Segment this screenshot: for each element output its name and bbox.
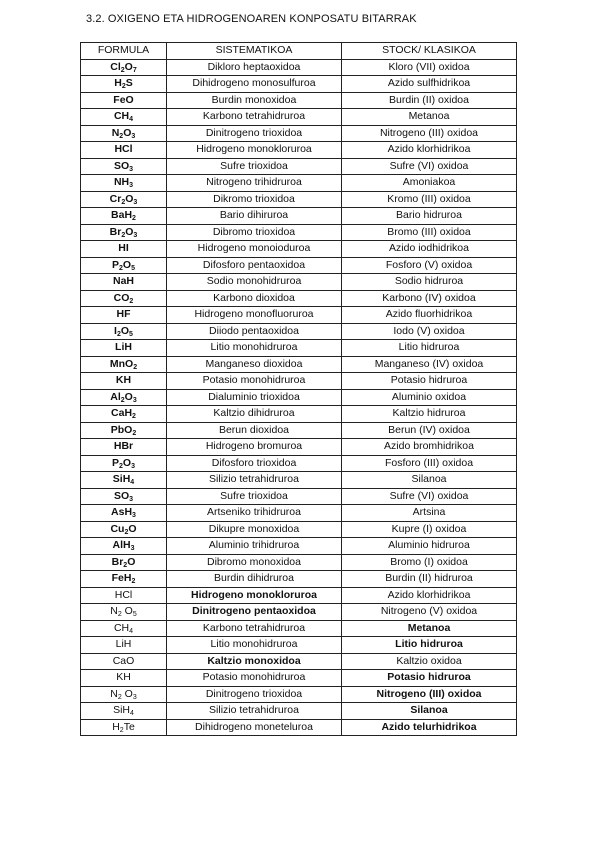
formula-cell bbox=[81, 142, 167, 159]
table-row bbox=[81, 604, 517, 621]
formula-cell bbox=[81, 175, 167, 192]
formula-cell bbox=[81, 439, 167, 456]
formula-symbol: CH bbox=[113, 110, 130, 123]
formula-symbol: O bbox=[128, 522, 137, 535]
formula-symbol: Br bbox=[109, 225, 122, 238]
stock-name-cell: Azido iodhidrikoa bbox=[342, 241, 517, 258]
formula-cell bbox=[81, 92, 167, 109]
systematic-name-cell: Silizio tetrahidruroa bbox=[167, 703, 342, 720]
table-row bbox=[81, 587, 517, 604]
stock-name-cell: Kaltzio hidruroa bbox=[342, 406, 517, 423]
formula-subscript: 3 bbox=[132, 693, 137, 701]
table-row bbox=[81, 257, 517, 274]
formula-subscript: 3 bbox=[129, 495, 134, 503]
formula-symbol: Al bbox=[110, 390, 121, 403]
table-row bbox=[81, 472, 517, 489]
formula-subscript: 5 bbox=[132, 611, 137, 619]
stock-name-cell: Potasio hidruroa bbox=[342, 670, 517, 687]
stock-name-cell: Bromo (III) oxidoa bbox=[342, 224, 517, 241]
formula-subscript: 2 bbox=[119, 462, 123, 470]
systematic-name-cell: Potasio monohidruroa bbox=[167, 670, 342, 687]
formula-subscript: 2 bbox=[132, 215, 136, 223]
formula-symbol: NaH bbox=[112, 275, 134, 288]
formula-subscript: 2 bbox=[133, 363, 138, 371]
formula-symbol: CaO bbox=[112, 654, 135, 667]
formula-symbol: H bbox=[112, 720, 120, 733]
formula-cell bbox=[81, 257, 167, 274]
systematic-name-cell: Sufre trioxidoa bbox=[167, 158, 342, 175]
stock-name-cell: Litio hidruroa bbox=[342, 340, 517, 357]
formula-cell bbox=[81, 472, 167, 489]
formula-symbol: O bbox=[123, 126, 132, 139]
systematic-name-cell: Karbono tetrahidruroa bbox=[167, 620, 342, 637]
systematic-name-cell: Dihidrogeno monosulfuroa bbox=[167, 76, 342, 93]
formula-subscript: 3 bbox=[130, 545, 135, 553]
stock-name-cell: Litio hidruroa bbox=[342, 637, 517, 654]
table-row bbox=[81, 76, 517, 93]
formula-cell bbox=[81, 59, 167, 76]
formula-cell bbox=[81, 274, 167, 291]
formula-symbol: O bbox=[121, 687, 133, 700]
systematic-name-cell: Dihidrogeno moneteluroa bbox=[167, 719, 342, 736]
formula-symbol: AsH bbox=[111, 506, 133, 519]
stock-name-cell: Fosforo (V) oxidoa bbox=[342, 257, 517, 274]
systematic-name-cell: Sodio monohidruroa bbox=[167, 274, 342, 291]
systematic-name-cell: Dinitrogeno pentaoxidoa bbox=[167, 604, 342, 621]
stock-name-cell: Nitrogeno (III) oxidoa bbox=[342, 125, 517, 142]
formula-cell bbox=[81, 488, 167, 505]
systematic-name-cell: Litio monohidruroa bbox=[167, 340, 342, 357]
table-row bbox=[81, 406, 517, 423]
table-row bbox=[81, 158, 517, 175]
table-row bbox=[81, 175, 517, 192]
formula-symbol: S bbox=[125, 77, 133, 90]
table-row bbox=[81, 224, 517, 241]
formula-subscript: 4 bbox=[130, 479, 135, 487]
table-row bbox=[81, 488, 517, 505]
formula-symbol: CO bbox=[113, 291, 130, 304]
stock-name-cell: Azido bromhidrikoa bbox=[342, 439, 517, 456]
formula-subscript: 2 bbox=[117, 693, 122, 701]
formula-symbol: SiH bbox=[112, 473, 131, 486]
formula-subscript: 2 bbox=[117, 611, 122, 619]
formula-cell bbox=[81, 637, 167, 654]
formula-subscript: 2 bbox=[121, 231, 126, 239]
stock-name-cell: Aluminio hidruroa bbox=[342, 538, 517, 555]
systematic-name-cell: Sufre trioxidoa bbox=[167, 488, 342, 505]
formula-symbol: O bbox=[125, 192, 134, 205]
formula-cell bbox=[81, 340, 167, 357]
formula-symbol: KH bbox=[115, 374, 132, 387]
table-row bbox=[81, 92, 517, 109]
formula-cell bbox=[81, 356, 167, 373]
systematic-name-cell: Dikloro heptaoxidoa bbox=[167, 59, 342, 76]
formula-symbol: NH bbox=[113, 176, 130, 189]
systematic-name-cell: Artseniko trihidruroa bbox=[167, 505, 342, 522]
table-row bbox=[81, 422, 517, 439]
table-row bbox=[81, 389, 517, 406]
systematic-name-cell: Dinitrogeno trioxidoa bbox=[167, 686, 342, 703]
table-row bbox=[81, 686, 517, 703]
table-row bbox=[81, 290, 517, 307]
systematic-name-cell: Hidrogeno monofluoruroa bbox=[167, 307, 342, 324]
formula-symbol: HBr bbox=[113, 440, 134, 453]
stock-name-cell: Amoniakoa bbox=[342, 175, 517, 192]
systematic-name-cell: Dialuminio trioxidoa bbox=[167, 389, 342, 406]
formula-symbol: SiH bbox=[113, 704, 130, 717]
formula-cell bbox=[81, 406, 167, 423]
table-body bbox=[81, 59, 517, 736]
systematic-name-cell: Dikromo trioxidoa bbox=[167, 191, 342, 208]
formula-subscript: 5 bbox=[129, 330, 133, 338]
formula-symbol: P bbox=[112, 456, 120, 469]
formula-subscript: 5 bbox=[131, 264, 135, 272]
formula-cell bbox=[81, 620, 167, 637]
table-row bbox=[81, 191, 517, 208]
formula-cell bbox=[81, 191, 167, 208]
systematic-name-cell: Bario dihiruroa bbox=[167, 208, 342, 225]
stock-name-cell: Kaltzio oxidoa bbox=[342, 653, 517, 670]
stock-name-cell: Azido telurhidrikoa bbox=[342, 719, 517, 736]
table-row bbox=[81, 505, 517, 522]
stock-name-cell: Kupre (I) oxidoa bbox=[342, 521, 517, 538]
formula-symbol: SO bbox=[113, 489, 130, 502]
table-row bbox=[81, 703, 517, 720]
formula-symbol: H bbox=[114, 77, 122, 90]
stock-name-cell: Azido sulfhidrikoa bbox=[342, 76, 517, 93]
formula-subscript: 2 bbox=[129, 297, 134, 305]
formula-cell bbox=[81, 653, 167, 670]
table-row bbox=[81, 109, 517, 126]
formula-subscript: 3 bbox=[129, 182, 134, 190]
stock-name-cell: Sufre (VI) oxidoa bbox=[342, 158, 517, 175]
stock-name-cell: Kloro (VII) oxidoa bbox=[342, 59, 517, 76]
formula-subscript: 4 bbox=[130, 710, 134, 718]
table-row bbox=[81, 142, 517, 159]
formula-subscript: 3 bbox=[131, 462, 135, 470]
formula-symbol: O bbox=[121, 605, 133, 618]
formula-symbol: FeO bbox=[113, 93, 134, 106]
table-row bbox=[81, 208, 517, 225]
table-row bbox=[81, 521, 517, 538]
formula-symbol: Cr bbox=[109, 192, 122, 205]
systematic-name-cell: Difosforo trioxidoa bbox=[167, 455, 342, 472]
stock-name-cell: Kromo (III) oxidoa bbox=[342, 191, 517, 208]
formula-symbol: O bbox=[124, 60, 133, 73]
systematic-name-cell: Berun dioxidoa bbox=[167, 422, 342, 439]
systematic-name-cell: Dikupre monoxidoa bbox=[167, 521, 342, 538]
table-row bbox=[81, 571, 517, 588]
header-formula: FORMULA bbox=[81, 43, 167, 60]
formula-symbol: O bbox=[122, 258, 132, 271]
formula-symbol: FeH bbox=[111, 572, 132, 585]
table-row bbox=[81, 59, 517, 76]
formula-cell bbox=[81, 373, 167, 390]
table-row bbox=[81, 125, 517, 142]
systematic-name-cell: Manganeso dioxidoa bbox=[167, 356, 342, 373]
header-stock-klasikoa: STOCK/ KLASIKOA bbox=[342, 43, 517, 60]
table-row bbox=[81, 670, 517, 687]
formula-subscript: 2 bbox=[119, 132, 124, 140]
formula-symbol: Cl bbox=[110, 60, 121, 73]
table-row bbox=[81, 538, 517, 555]
formula-symbol: O bbox=[124, 390, 133, 403]
systematic-name-cell: Hidrogeno monoioduroa bbox=[167, 241, 342, 258]
formula-subscript: 3 bbox=[131, 132, 136, 140]
formula-subscript: 3 bbox=[133, 198, 138, 206]
formula-symbol: HCl bbox=[114, 143, 133, 156]
formula-symbol: BaH bbox=[111, 209, 133, 222]
formula-symbol: HI bbox=[118, 242, 129, 255]
formula-subscript: 7 bbox=[132, 66, 137, 74]
formula-symbol: CH bbox=[113, 621, 130, 634]
systematic-name-cell: Hidrogeno monokloruroa bbox=[167, 142, 342, 159]
formula-symbol: AlH bbox=[112, 539, 131, 552]
formula-cell bbox=[81, 455, 167, 472]
formula-symbol: N bbox=[110, 687, 118, 700]
formula-cell bbox=[81, 670, 167, 687]
formula-subscript: 2 bbox=[120, 396, 125, 404]
stock-name-cell: Bromo (I) oxidoa bbox=[342, 554, 517, 571]
formula-cell bbox=[81, 571, 167, 588]
formula-subscript: 2 bbox=[123, 561, 128, 569]
systematic-name-cell: Litio monohidruroa bbox=[167, 637, 342, 654]
table-header-row bbox=[81, 43, 517, 60]
formula-symbol: HCl bbox=[114, 588, 133, 601]
formula-symbol: N bbox=[110, 605, 118, 618]
stock-name-cell: Potasio hidruroa bbox=[342, 373, 517, 390]
stock-name-cell: Manganeso (IV) oxidoa bbox=[342, 356, 517, 373]
formula-subscript: 2 bbox=[124, 528, 129, 536]
systematic-name-cell: Nitrogeno trihidruroa bbox=[167, 175, 342, 192]
formula-subscript: 2 bbox=[116, 330, 121, 338]
stock-name-cell: Sufre (VI) oxidoa bbox=[342, 488, 517, 505]
formula-symbol: O bbox=[122, 456, 132, 469]
formula-symbol: SO bbox=[113, 159, 130, 172]
stock-name-cell: Burdin (II) hidruroa bbox=[342, 571, 517, 588]
stock-name-cell: Silanoa bbox=[342, 472, 517, 489]
systematic-name-cell: Difosforo pentaoxidoa bbox=[167, 257, 342, 274]
formula-cell bbox=[81, 604, 167, 621]
formula-cell bbox=[81, 224, 167, 241]
stock-name-cell: Silanoa bbox=[342, 703, 517, 720]
stock-name-cell: Iodo (V) oxidoa bbox=[342, 323, 517, 340]
systematic-name-cell: Burdin dihidruroa bbox=[167, 571, 342, 588]
formula-cell bbox=[81, 125, 167, 142]
stock-name-cell: Nitrogeno (III) oxidoa bbox=[342, 686, 517, 703]
formula-symbol: Br bbox=[111, 555, 124, 568]
table-row bbox=[81, 323, 517, 340]
formula-cell bbox=[81, 703, 167, 720]
stock-name-cell: Burdin (II) oxidoa bbox=[342, 92, 517, 109]
formula-subscript: 2 bbox=[119, 264, 123, 272]
systematic-name-cell: Diiodo pentaoxidoa bbox=[167, 323, 342, 340]
formula-symbol: KH bbox=[116, 671, 131, 684]
formula-cell bbox=[81, 109, 167, 126]
stock-name-cell: Karbono (IV) oxidoa bbox=[342, 290, 517, 307]
formula-subscript: 2 bbox=[121, 198, 126, 206]
formula-subscript: 3 bbox=[132, 512, 136, 520]
formula-cell bbox=[81, 323, 167, 340]
formula-symbol: CaH bbox=[111, 407, 133, 420]
formula-subscript: 3 bbox=[133, 231, 138, 239]
stock-name-cell: Nitrogeno (V) oxidoa bbox=[342, 604, 517, 621]
table-row bbox=[81, 241, 517, 258]
formula-subscript: 4 bbox=[129, 627, 134, 635]
table-row bbox=[81, 307, 517, 324]
stock-name-cell: Metanoa bbox=[342, 620, 517, 637]
formula-symbol: PbO bbox=[110, 423, 133, 436]
formula-cell bbox=[81, 307, 167, 324]
formula-subscript: 2 bbox=[132, 413, 136, 421]
formula-symbol: O bbox=[127, 555, 136, 568]
formula-cell bbox=[81, 719, 167, 736]
systematic-name-cell: Hidrogeno monokloruroa bbox=[167, 587, 342, 604]
formula-cell bbox=[81, 422, 167, 439]
formula-subscript: 2 bbox=[131, 578, 136, 586]
formula-subscript: 2 bbox=[121, 83, 126, 91]
table-row bbox=[81, 620, 517, 637]
systematic-name-cell: Kaltzio dihidruroa bbox=[167, 406, 342, 423]
formula-symbol: O bbox=[120, 324, 130, 337]
systematic-name-cell: Hidrogeno bromuroa bbox=[167, 439, 342, 456]
stock-name-cell: Aluminio oxidoa bbox=[342, 389, 517, 406]
formula-symbol: LiH bbox=[115, 638, 132, 651]
formula-symbol: Cu bbox=[110, 522, 125, 535]
systematic-name-cell: Kaltzio monoxidoa bbox=[167, 653, 342, 670]
systematic-name-cell: Silizio tetrahidruroa bbox=[167, 472, 342, 489]
formula-symbol: HF bbox=[116, 308, 131, 321]
formula-cell bbox=[81, 505, 167, 522]
table-row bbox=[81, 340, 517, 357]
stock-name-cell: Azido fluorhidrikoa bbox=[342, 307, 517, 324]
stock-name-cell: Metanoa bbox=[342, 109, 517, 126]
stock-name-cell: Fosforo (III) oxidoa bbox=[342, 455, 517, 472]
formula-cell bbox=[81, 587, 167, 604]
formula-symbol: N bbox=[111, 126, 120, 139]
formula-symbol: MnO bbox=[109, 357, 134, 370]
formula-symbol: Te bbox=[123, 720, 135, 733]
formula-subscript: 2 bbox=[119, 726, 124, 734]
systematic-name-cell: Aluminio trihidruroa bbox=[167, 538, 342, 555]
formula-cell bbox=[81, 158, 167, 175]
formula-cell bbox=[81, 208, 167, 225]
systematic-name-cell: Karbono tetrahidruroa bbox=[167, 109, 342, 126]
table-row bbox=[81, 637, 517, 654]
stock-name-cell: Azido klorhidrikoa bbox=[342, 142, 517, 159]
systematic-name-cell: Karbono dioxidoa bbox=[167, 290, 342, 307]
formula-subscript: 3 bbox=[132, 396, 137, 404]
table-row bbox=[81, 554, 517, 571]
formula-subscript: 4 bbox=[129, 116, 134, 124]
table-row bbox=[81, 653, 517, 670]
table-row bbox=[81, 274, 517, 291]
stock-name-cell: Bario hidruroa bbox=[342, 208, 517, 225]
formula-cell bbox=[81, 538, 167, 555]
formula-symbol: I bbox=[114, 324, 117, 337]
formula-symbol: P bbox=[112, 258, 120, 271]
systematic-name-cell: Potasio monohidruroa bbox=[167, 373, 342, 390]
systematic-name-cell: Dibromo monoxidoa bbox=[167, 554, 342, 571]
systematic-name-cell: Burdin monoxidoa bbox=[167, 92, 342, 109]
table-row bbox=[81, 439, 517, 456]
document-title: 3.2. OXIGENO ETA HIDROGENOAREN KONPOSATU BITARRAK bbox=[86, 13, 417, 25]
formula-subscript: 3 bbox=[129, 165, 134, 173]
table-row bbox=[81, 719, 517, 736]
formula-symbol: O bbox=[125, 225, 134, 238]
stock-name-cell: Azido klorhidrikoa bbox=[342, 587, 517, 604]
formula-cell bbox=[81, 521, 167, 538]
table-row bbox=[81, 455, 517, 472]
formula-subscript: 2 bbox=[120, 66, 125, 74]
systematic-name-cell: Dinitrogeno trioxidoa bbox=[167, 125, 342, 142]
formula-symbol: LiH bbox=[115, 341, 132, 354]
formula-cell bbox=[81, 76, 167, 93]
formula-subscript: 2 bbox=[132, 429, 137, 437]
formula-cell bbox=[81, 241, 167, 258]
formula-cell bbox=[81, 389, 167, 406]
compounds-table bbox=[80, 42, 517, 736]
header-sistematikoa: SISTEMATIKOA bbox=[167, 43, 342, 60]
stock-name-cell: Berun (IV) oxidoa bbox=[342, 422, 517, 439]
formula-cell bbox=[81, 554, 167, 571]
formula-cell bbox=[81, 290, 167, 307]
table-row bbox=[81, 373, 517, 390]
stock-name-cell: Sodio hidruroa bbox=[342, 274, 517, 291]
systematic-name-cell: Dibromo trioxidoa bbox=[167, 224, 342, 241]
table-row bbox=[81, 356, 517, 373]
stock-name-cell: Artsina bbox=[342, 505, 517, 522]
formula-cell bbox=[81, 686, 167, 703]
